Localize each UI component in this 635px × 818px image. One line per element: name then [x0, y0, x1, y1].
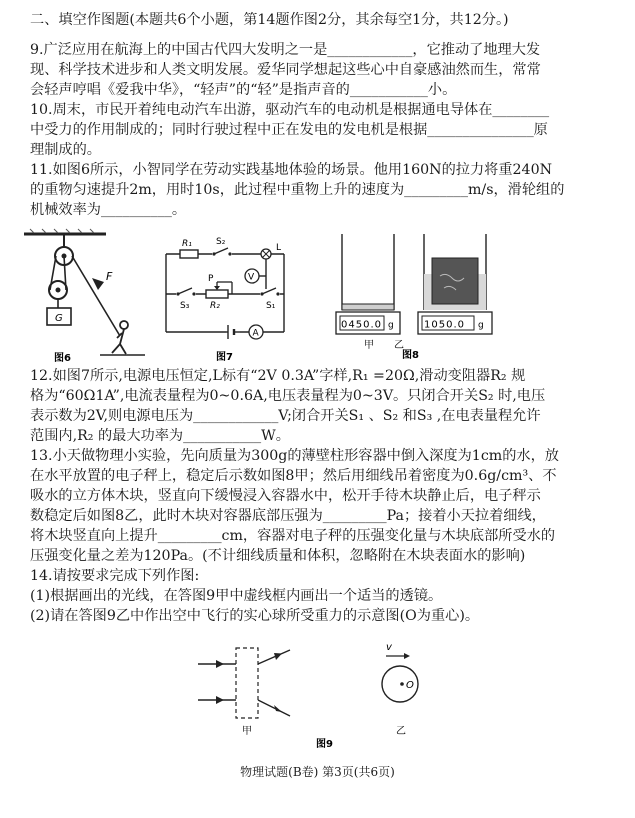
text-line: 数稳定后如图8乙，此时木块对容器底部压强为_________Pa；接着小天拉着细线， [30, 508, 546, 524]
figure-8-scales [328, 228, 508, 363]
figure-8-right-label: 乙 [394, 340, 404, 351]
lamp-l [261, 249, 271, 259]
resistor-r2 [206, 290, 228, 298]
figure-8-left-label: 甲 [364, 340, 374, 351]
switch-s2 [212, 248, 232, 260]
container-right [418, 234, 492, 334]
text-line: 中受力的作用制成的；同时行驶过程中正在发电的发电机是根据_______________原 [30, 122, 548, 138]
battery [226, 324, 240, 340]
s3-label: S₃ [180, 301, 190, 311]
figure-7-caption: 图7 [216, 352, 233, 363]
text-line: 10.周末，市民开着纯电动汽车出游，驱动汽车的电动机是根据通电导体在________ [30, 102, 550, 118]
s1-label: S₁ [266, 301, 276, 311]
text-line: 表示数为2V,则电源电压为____________V;闭合开关S₁ 、S₂ 和S₃ ,在电表量程允许 [30, 408, 541, 424]
container-left [336, 234, 400, 334]
text-line: 机械效率为__________。 [30, 202, 187, 218]
figure-6-pulley [20, 228, 150, 363]
text-line: 将木块竖直向上提升_________cm，容器对电子秤的压强变化量与木块底部所受水的 [30, 528, 556, 544]
voltmeter-label: V [248, 272, 255, 283]
wood-block [432, 258, 478, 304]
text-line: 14.请按要求完成下列作图: [30, 568, 200, 584]
figure-9-right-label: 乙 [396, 726, 406, 737]
text-line: (1)根据画出的光线，在答图9甲中虚线框内画出一个适当的透镜。 [30, 588, 443, 604]
text-line: 在水平放置的电子秤上，稳定后示数如图8甲；然后用细线吊着密度为0.6g/cm³、不 [30, 468, 557, 484]
text-line: 13.小天做物理小实验，先向质量为300g的薄壁柱形容器中倒入深度为1cm的水，放 [30, 448, 559, 464]
text-line: 现、科学技术进步和人类文明发展。爱华同学想起这些心中自豪感油然而生，常常 [30, 62, 541, 78]
ball-diagram [382, 642, 418, 737]
resistor-r1 [180, 250, 198, 258]
switch-s3 [176, 288, 196, 299]
scale-unit-left: g [388, 320, 394, 331]
text-line: 的重物匀速提升2m，用时10s，此过程中重物上升的速度为_________m/s，滑轮组的 [30, 182, 565, 198]
text-line: 会轻声哼唱《爱我中华》，“轻声”的“轻”是指声音的___________小。 [30, 82, 457, 98]
lamp-label: L [276, 243, 282, 253]
dashed-lens-box [236, 648, 258, 718]
scale-reading-right: 1050.0 [424, 319, 465, 331]
r1-label: R₁ [182, 239, 192, 249]
s2-label: S₂ [216, 237, 226, 247]
text-line: 格为“60Ω1A”,电流表量程为0~0.6A,电压表量程为0~3V。只闭合开关S₂ 时,电压 [30, 388, 546, 404]
figure-7-circuit [156, 232, 316, 364]
figure-8-caption: 图8 [402, 350, 419, 361]
figure-9-caption: 图9 [316, 739, 333, 750]
switch-s1 [260, 288, 280, 299]
scale-reading-left: 0450.0 [341, 319, 382, 331]
text-line: (2)请在答图9乙中作出空中飞行的实心球所受重力的示意图(O为重心)。 [30, 608, 480, 624]
figure-9-left-label: 甲 [242, 726, 252, 737]
lens-box-diagram [198, 648, 290, 737]
weight-label: G [55, 313, 63, 324]
text-line: 12.如图7所示,电源电压恒定,L标有“2V 0.3A”字样,R₁ =20Ω,滑动变阻器R₂ 规 [30, 368, 526, 384]
force-label: F [106, 270, 113, 283]
text-line: 11.如图6所示，小智同学在劳动实践基地体验的场景。他用160N的拉力将重240N [30, 162, 553, 178]
figure-9-drawing [190, 634, 450, 752]
page-footer: 物理试题(B卷) 第3页(共6页) [240, 765, 395, 779]
text-line: 9.广泛应用在航海上的中国古代四大发明之一是____________，它推动了地理大发 [30, 42, 541, 58]
slider-label: P [208, 274, 214, 284]
text-line: 压强变化量之差为120Pa。(不计细线质量和体积，忽略附在木块表面水的影响) [30, 548, 526, 564]
center-label: O [406, 680, 414, 691]
text-line: 范围内,R₂ 的最大功率为___________W。 [30, 428, 290, 444]
text-line: 理制成的。 [30, 142, 101, 158]
figure-6-caption: 图6 [54, 353, 71, 363]
velocity-label: v [386, 642, 392, 653]
text-line: 吸水的立方体木块，竖直向下缓慢浸入容器水中，松开手待木块静止后，电子秤示 [30, 488, 541, 504]
ammeter-label: A [252, 328, 259, 339]
scale-unit-right: g [478, 320, 484, 331]
r2-label: R₂ [210, 301, 220, 311]
section-heading: 二、填空作图题(本题共6个小题，第14题作图2分，其余每空1分，共12分。) [30, 12, 509, 28]
